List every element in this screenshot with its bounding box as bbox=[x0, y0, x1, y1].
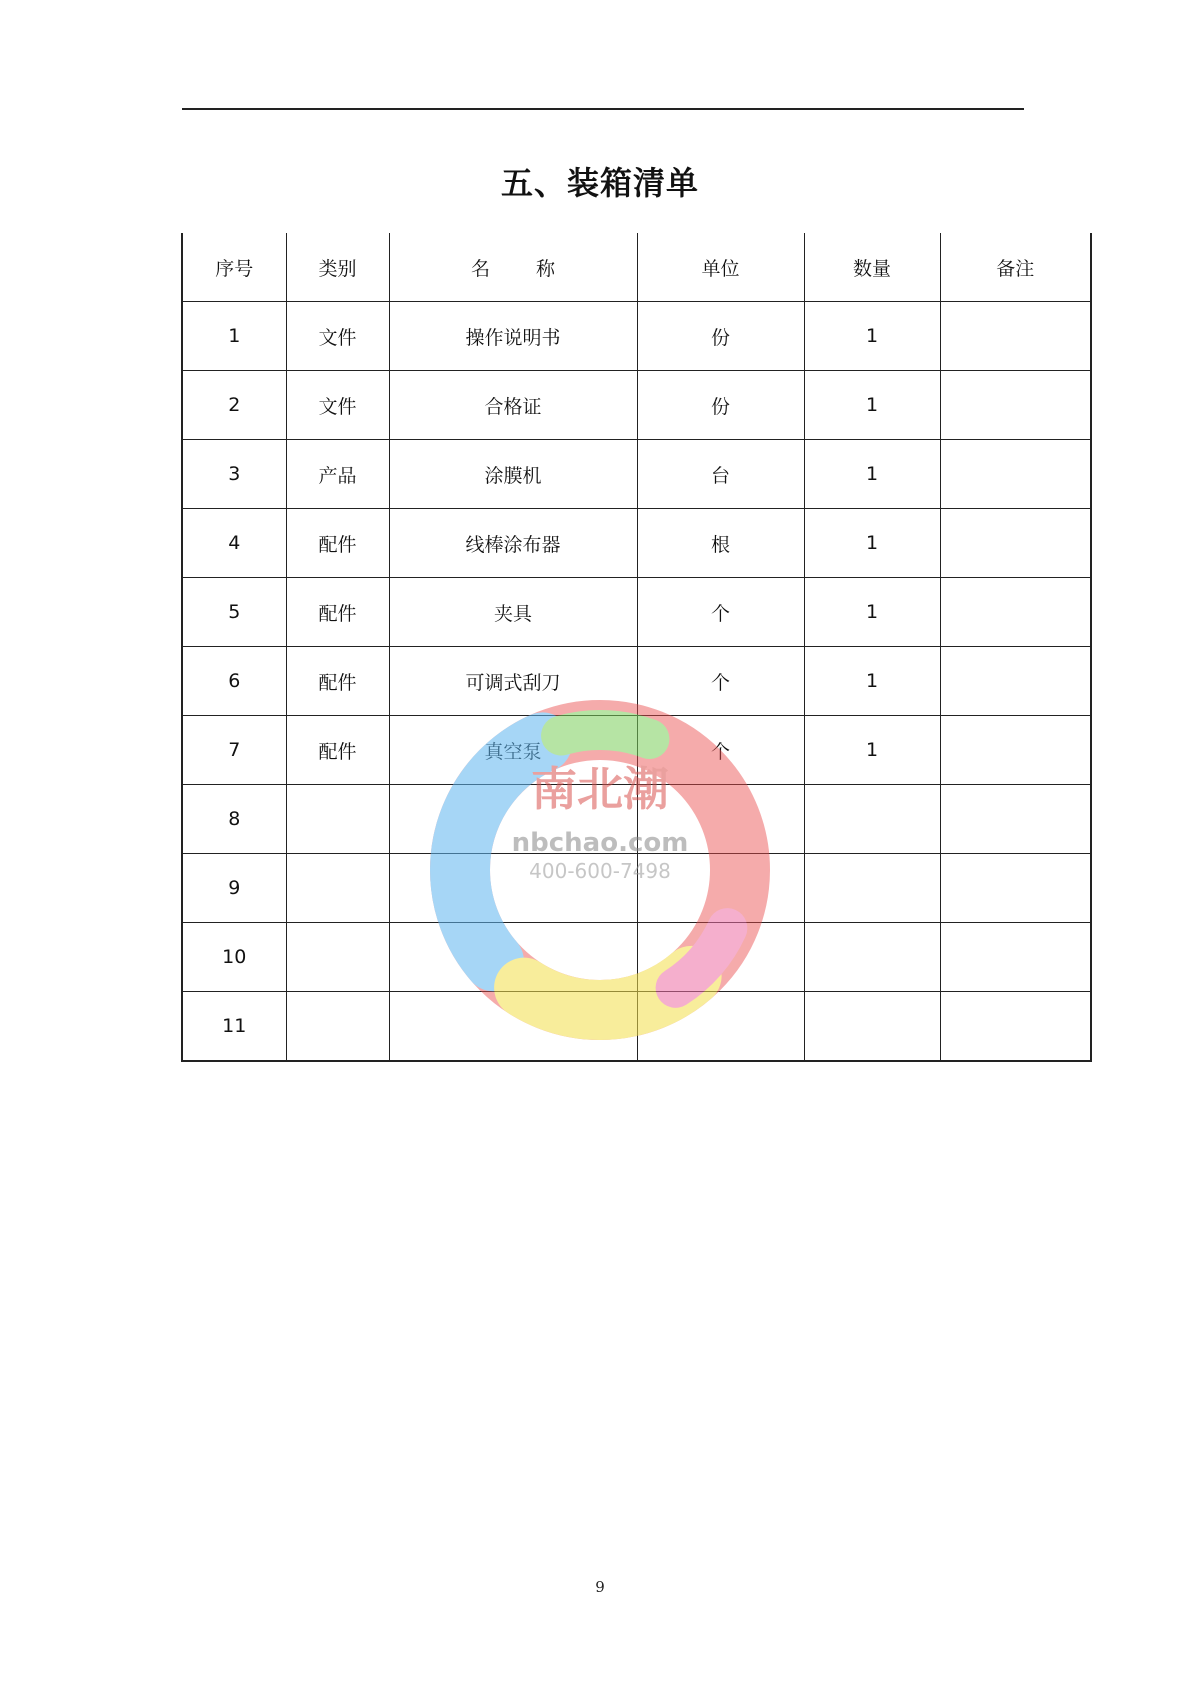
cell-remark bbox=[940, 854, 1091, 923]
cell-name: 夹具 bbox=[389, 578, 637, 647]
cell-quantity bbox=[804, 854, 940, 923]
cell-category bbox=[286, 992, 389, 1062]
cell-unit: 份 bbox=[637, 371, 804, 440]
cell-quantity: 1 bbox=[804, 716, 940, 785]
cell-quantity bbox=[804, 923, 940, 992]
cell-unit: 个 bbox=[637, 716, 804, 785]
cell-remark bbox=[940, 302, 1091, 371]
cell-seq: 5 bbox=[182, 578, 286, 647]
table-row bbox=[182, 716, 1091, 785]
header-name bbox=[389, 233, 637, 302]
table-row bbox=[182, 923, 1091, 992]
cell-quantity: 1 bbox=[804, 647, 940, 716]
cell-seq: 1 bbox=[182, 302, 286, 371]
table-row bbox=[182, 302, 1091, 371]
header-quantity: 数量 bbox=[804, 233, 940, 302]
cell-seq: 3 bbox=[182, 440, 286, 509]
cell-seq: 11 bbox=[182, 992, 286, 1062]
cell-name bbox=[389, 785, 637, 854]
cell-name bbox=[389, 854, 637, 923]
cell-unit: 根 bbox=[637, 509, 804, 578]
header-rule bbox=[182, 108, 1024, 110]
cell-name bbox=[389, 923, 637, 992]
cell-seq: 2 bbox=[182, 371, 286, 440]
header-name-part2: 称 bbox=[536, 257, 556, 280]
cell-remark bbox=[940, 440, 1091, 509]
cell-seq: 7 bbox=[182, 716, 286, 785]
table-row bbox=[182, 785, 1091, 854]
page-title: 五、装箱清单 bbox=[500, 164, 699, 202]
cell-remark bbox=[940, 371, 1091, 440]
cell-quantity: 1 bbox=[804, 440, 940, 509]
table-row bbox=[182, 371, 1091, 440]
watermark-phone: 400-600-7498 bbox=[529, 859, 671, 883]
table-row bbox=[182, 509, 1091, 578]
table-row bbox=[182, 647, 1091, 716]
cell-name: 合格证 bbox=[389, 371, 637, 440]
cell-seq: 10 bbox=[182, 923, 286, 992]
cell-name: 可调式刮刀 bbox=[389, 647, 637, 716]
cell-unit bbox=[637, 785, 804, 854]
cell-unit bbox=[637, 923, 804, 992]
header-seq: 序号 bbox=[182, 233, 286, 302]
cell-category: 产品 bbox=[286, 440, 389, 509]
cell-category bbox=[286, 854, 389, 923]
watermark-site: nbchao.com bbox=[511, 828, 689, 858]
cell-remark bbox=[940, 785, 1091, 854]
cell-category bbox=[286, 785, 389, 854]
cell-unit bbox=[637, 992, 804, 1062]
header-unit: 单位 bbox=[637, 233, 804, 302]
cell-remark bbox=[940, 992, 1091, 1062]
cell-category: 配件 bbox=[286, 578, 389, 647]
table-row bbox=[182, 992, 1091, 1062]
cell-remark bbox=[940, 716, 1091, 785]
cell-name bbox=[389, 992, 637, 1062]
header-category: 类别 bbox=[286, 233, 389, 302]
packing-list-table bbox=[181, 233, 1092, 1062]
cell-quantity: 1 bbox=[804, 578, 940, 647]
cell-quantity: 1 bbox=[804, 302, 940, 371]
cell-quantity bbox=[804, 785, 940, 854]
table-row bbox=[182, 440, 1091, 509]
cell-remark bbox=[940, 647, 1091, 716]
table-row bbox=[182, 578, 1091, 647]
table-header-row bbox=[182, 233, 1091, 302]
cell-seq: 4 bbox=[182, 509, 286, 578]
cell-remark bbox=[940, 578, 1091, 647]
watermark-brand: 南北潮 bbox=[531, 762, 669, 816]
cell-category: 配件 bbox=[286, 647, 389, 716]
table-row bbox=[182, 854, 1091, 923]
cell-category: 配件 bbox=[286, 509, 389, 578]
cell-quantity: 1 bbox=[804, 371, 940, 440]
page-number: 9 bbox=[595, 1578, 605, 1596]
cell-category: 文件 bbox=[286, 302, 389, 371]
cell-unit: 台 bbox=[637, 440, 804, 509]
header-remark: 备注 bbox=[940, 233, 1091, 302]
cell-quantity: 1 bbox=[804, 509, 940, 578]
header-name-part1: 名 bbox=[470, 257, 490, 280]
cell-unit: 份 bbox=[637, 302, 804, 371]
cell-seq: 6 bbox=[182, 647, 286, 716]
cell-category bbox=[286, 923, 389, 992]
cell-unit bbox=[637, 854, 804, 923]
cell-name: 真空泵 bbox=[389, 716, 637, 785]
cell-name: 涂膜机 bbox=[389, 440, 637, 509]
cell-unit: 个 bbox=[637, 578, 804, 647]
cell-remark bbox=[940, 509, 1091, 578]
cell-name: 线棒涂布器 bbox=[389, 509, 637, 578]
cell-seq: 9 bbox=[182, 854, 286, 923]
cell-remark bbox=[940, 923, 1091, 992]
cell-quantity bbox=[804, 992, 940, 1062]
cell-seq: 8 bbox=[182, 785, 286, 854]
cell-category: 配件 bbox=[286, 716, 389, 785]
cell-unit: 个 bbox=[637, 647, 804, 716]
cell-name: 操作说明书 bbox=[389, 302, 637, 371]
cell-category: 文件 bbox=[286, 371, 389, 440]
